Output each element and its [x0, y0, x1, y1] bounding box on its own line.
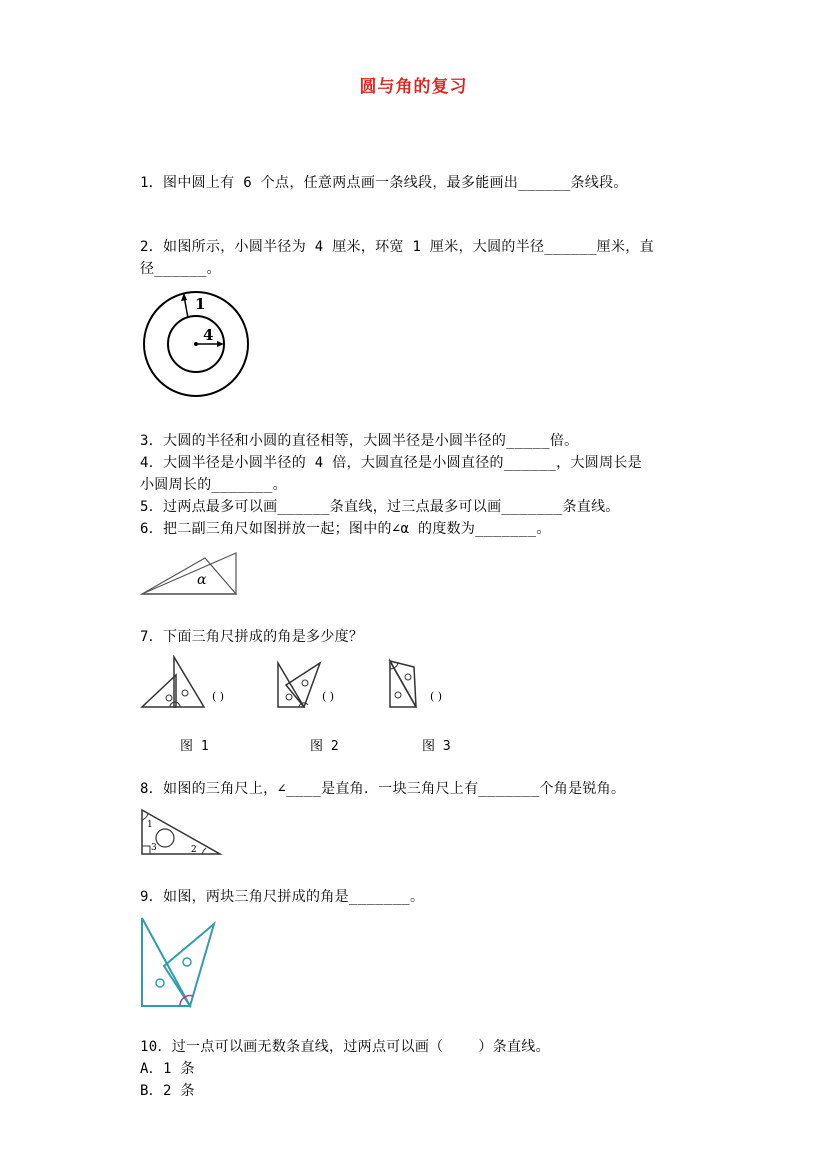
question-5: 5．过两点最多可以画______条直线，过三点最多可以画_______条直线。 — [140, 499, 620, 515]
figure-2-triangles — [272, 655, 382, 715]
question-2-line-1: 2．如图所示，小圆半径为 4 厘米，环宽 1 厘米，大圆的半径______厘米，直 — [140, 239, 654, 255]
answer-blank-2: ( ) — [322, 690, 335, 703]
question-4-line-1: 4．大圆半径是小圆半径的 4 倍，大圆直径是小圆直径的______，大圆周长是 — [140, 455, 642, 471]
figure-1-triangles — [140, 655, 250, 715]
question-3: 3．大圆的半径和小圆的直径相等，大圆半径是小圆半径的_____倍。 — [140, 433, 579, 449]
answer-blank-3: ( ) — [430, 690, 443, 703]
alpha-label: α — [197, 572, 207, 588]
question-7: 7．下面三角尺拼成的角是多少度？ — [140, 629, 364, 645]
angle-label-1: 1 — [147, 820, 153, 830]
label-ring-width: 1 — [195, 295, 206, 313]
question-9: 9．如图，两块三角尺拼成的角是_______。 — [140, 889, 425, 905]
option-a: A．1 条 — [140, 1061, 195, 1077]
set-square-figure — [140, 808, 230, 860]
question-8: 8．如图的三角尺上，∠____是直角．一块三角尺上有_______个角是锐角。 — [140, 781, 626, 797]
figure-3-triangles — [386, 655, 496, 715]
angle-label-2: 2 — [191, 845, 197, 855]
question-1: 1．图中圆上有 6 个点，任意两点画一条线段，最多能画出______条线段。 — [140, 175, 628, 191]
question-2-line-2: 径______。 — [140, 261, 221, 277]
concentric-circles-figure — [140, 290, 255, 400]
label-small-radius: 4 — [203, 326, 214, 344]
triangle-rulers-figure — [140, 550, 250, 600]
caption-figure-3: 图 3 — [422, 739, 451, 754]
option-b: B．2 条 — [140, 1083, 195, 1099]
caption-figure-2: 图 2 — [310, 739, 339, 754]
angle-label-3: 3 — [151, 843, 157, 853]
caption-figure-1: 图 1 — [180, 739, 209, 754]
question-6: 6．把二副三角尺如图拼放一起；图中的∠α 的度数为_______。 — [140, 521, 551, 537]
question-10: 10．过一点可以画无数条直线，过两点可以画（ ）条直线。 — [140, 1039, 550, 1055]
page-title: 圆与角的复习 — [359, 77, 468, 97]
combined-set-squares-figure — [138, 916, 220, 1012]
question-4-line-2: 小圆周长的_______。 — [140, 477, 287, 493]
answer-blank-1: ( ) — [212, 690, 225, 703]
